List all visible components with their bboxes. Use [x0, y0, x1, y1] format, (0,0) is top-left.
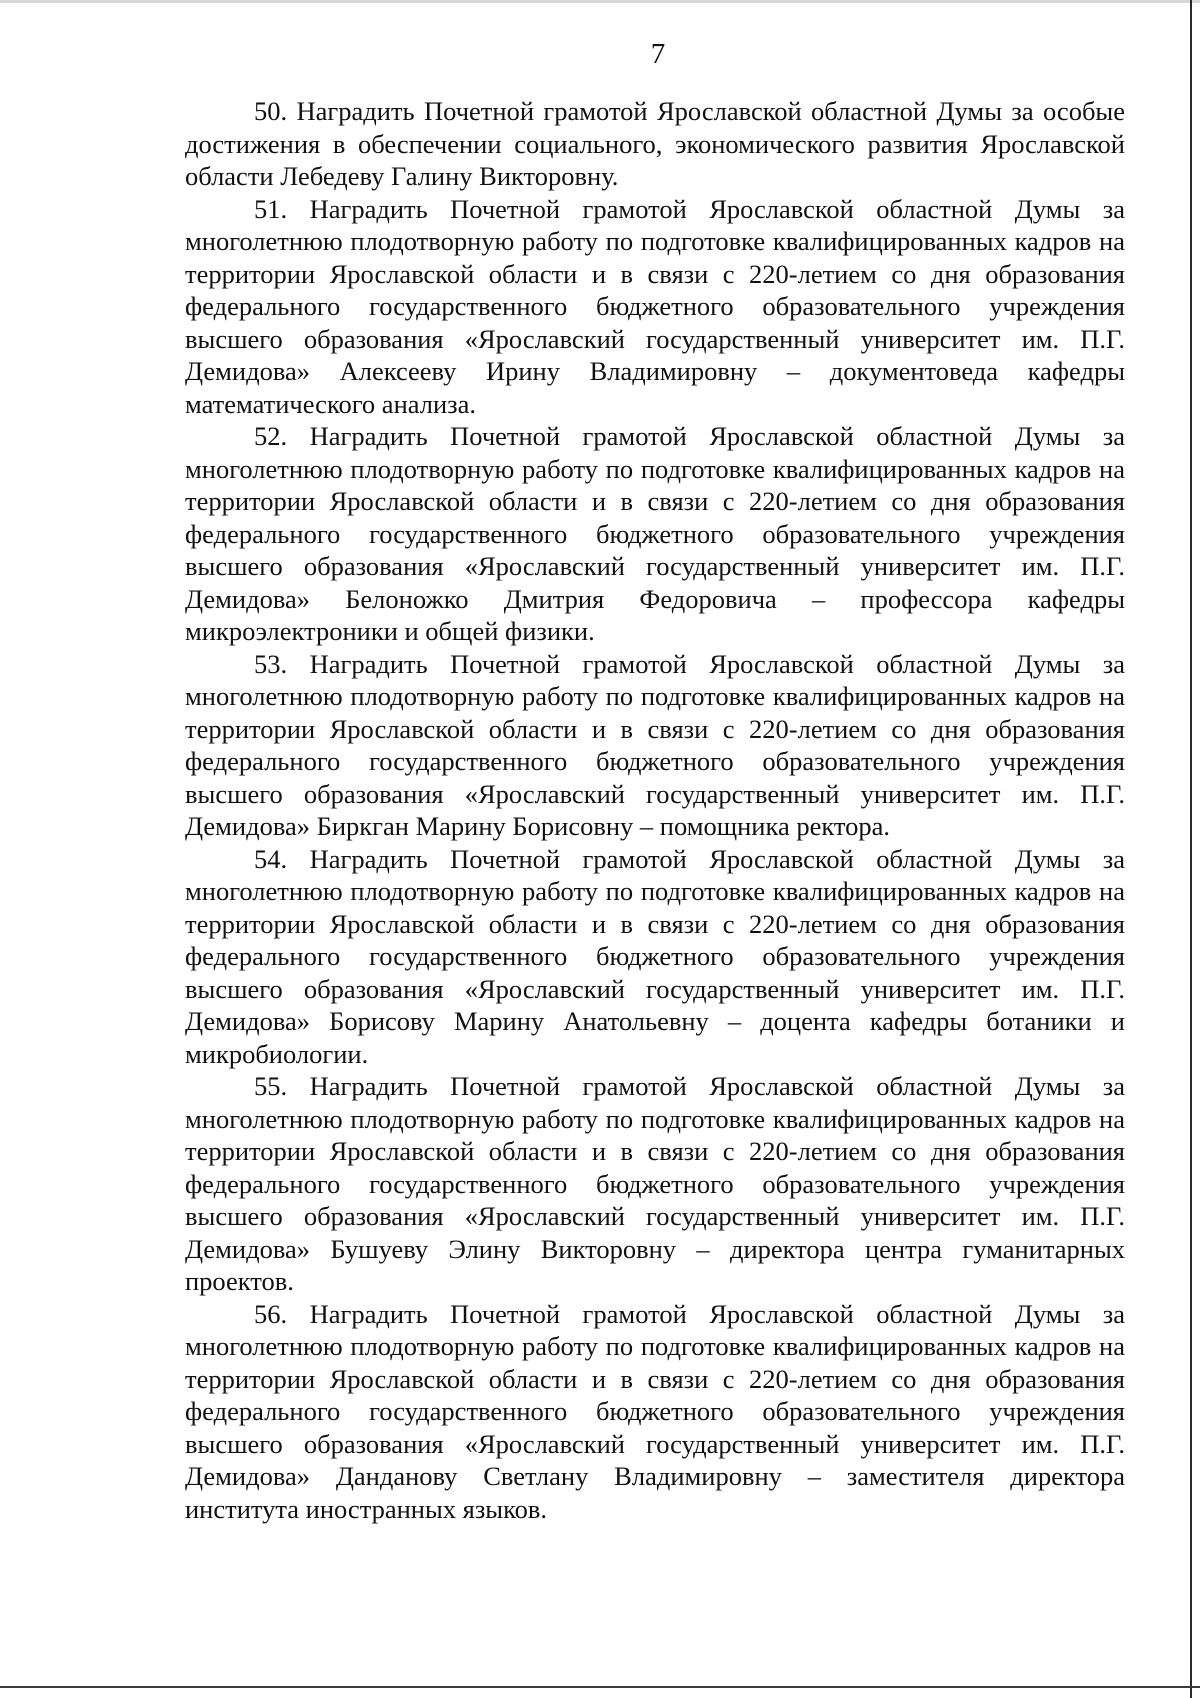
document-body: [185, 95, 1125, 1525]
paragraph-51: 51. Наградить Почетной грамотой Ярославской областной Думы за многолетнюю плодотворную работу по подготовке квалифицированных кадров на территории Ярославской области и в связи с 220-летием со дня образования федерального государственного бюджетного образовательного учреждения высшего образования «Ярославский государственный университет им. П.Г. Демидова» Алексееву Ирину Владимировну – документоведа кафедры математического анализа.: [185, 193, 1125, 419]
paragraph-52: 52. Наградить Почетной грамотой Ярославской областной Думы за многолетнюю плодотворную работу по подготовке квалифицированных кадров на территории Ярославской области и в связи с 220-летием со дня образования федерального государственного бюджетного образовательного учреждения высшего образования «Ярославский государственный университет им. П.Г. Демидова» Белоножко Дмитрия Федоровича – профессора кафедры микроэлектроники и общей физики.: [185, 421, 1125, 646]
scan-edge-right: [1190, 0, 1192, 1698]
paragraph-54: 54. Наградить Почетной грамотой Ярославской областной Думы за многолетнюю плодотворную работу по подготовке квалифицированных кадров на территории Ярославской области и в связи с 220-летием со дня образования федерального государственного бюджетного образовательного учреждения высшего образования «Ярославский государственный университет им. П.Г. Демидова» Борисову Марину Анатольевну – доцента кафедры ботаники и микробиологии.: [185, 843, 1125, 1069]
scan-edge-top: [0, 0, 1200, 3]
page-number: 7: [650, 38, 666, 70]
paragraph-53: 53. Наградить Почетной грамотой Ярославской областной Думы за многолетнюю плодотворную работу по подготовке квалифицированных кадров на территории Ярославской области и в связи с 220-летием со дня образования федерального государственного бюджетного образовательного учреждения высшего образования «Ярославский государственный университет им. П.Г. Демидова» Биркган Марину Борисовну – помощника ректора.: [185, 648, 1125, 841]
paragraph-55: 55. Наградить Почетной грамотой Ярославской областной Думы за многолетнюю плодотворную работу по подготовке квалифицированных кадров на территории Ярославской области и в связи с 220-летием со дня образования федерального государственного бюджетного образовательного учреждения высшего образования «Ярославский государственный университет им. П.Г. Демидова» Бушуеву Элину Викторовну – директора центра гуманитарных проектов.: [185, 1071, 1125, 1296]
scan-edge-bottom: [0, 1686, 1200, 1688]
paragraph-56: 56. Наградить Почетной грамотой Ярославской областной Думы за многолетнюю плодотворную работу по подготовке квалифицированных кадров на территории Ярославской области и в связи с 220-летием со дня образования федерального государственного бюджетного образовательного учреждения высшего образования «Ярославский государственный университет им. П.Г. Демидова» Данданову Светлану Владимировну – заместителя директора института иностранных языков.: [185, 1298, 1125, 1524]
paragraph-50: 50. Наградить Почетной грамотой Ярославской областной Думы за особые достижения в обеспечении социального, экономического развития Ярославской области Лебедеву Галину Викторовну.: [185, 96, 1125, 191]
